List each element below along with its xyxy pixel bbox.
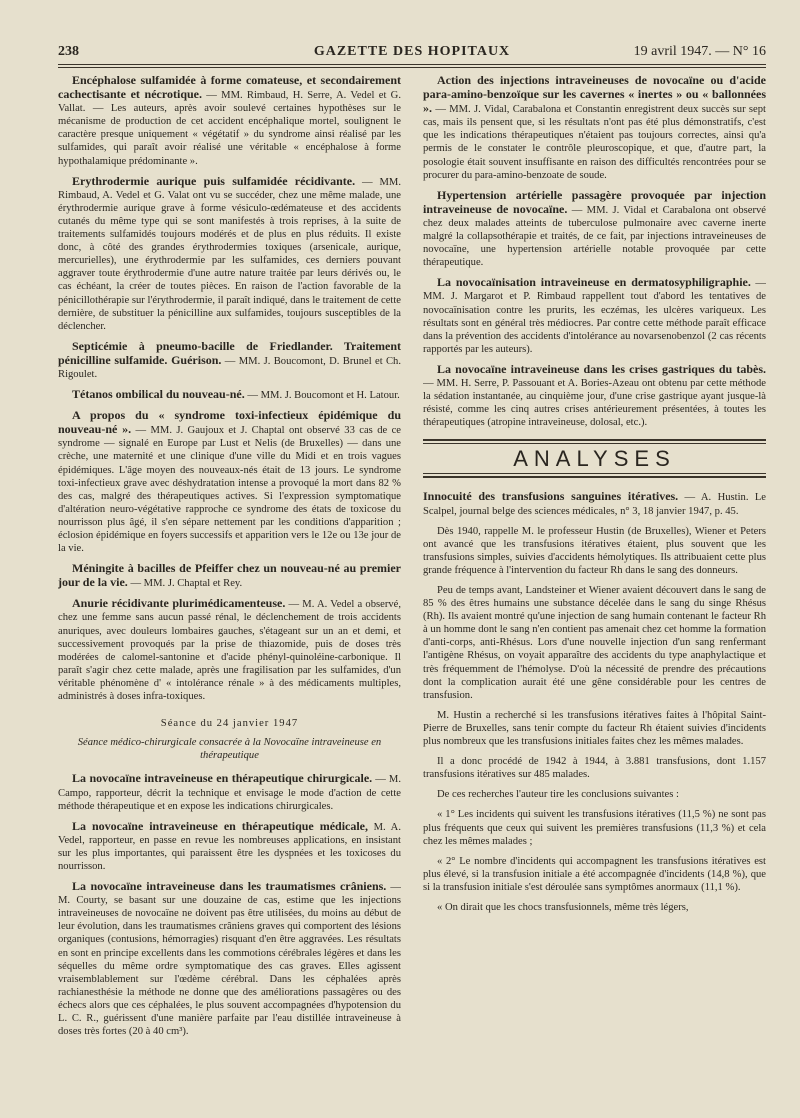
- article-text: — MM. J. Margarot et P. Rimbaud rappellent tout d'abord les tentatives de novocaïnisation contre les prurits, les eczémas, les ulcères variqueux. Les résultats sont en général très médiocres. Par contre cette méthode paraît efficace dans la prévention des accidents d'intolérance au novarsenobenzol (2 cas récents rapportés par les auteurs).: [423, 278, 766, 355]
- article-entry: [58, 175, 401, 333]
- article-title: Anurie récidivante plurimédicamenteuse.: [72, 596, 286, 611]
- analysis-paragraph: De ces recherches l'auteur tire les conclusions suivantes :: [437, 789, 679, 801]
- article-entry: [423, 276, 766, 356]
- article-entry: [58, 880, 401, 1038]
- analysis-paragraph: « 1° Les incidents qui suivent les transfusions itératives (11,5 %) ne sont pas plus fréquents que ceux qui suivent les premières transfusions (11,3 %) et cela chez les mêmes malades ;: [423, 809, 766, 847]
- article-entry: [58, 340, 401, 381]
- article-text: — MM. Rimbaud, H. Serre, A. Vedel et G. Vallat. — Les auteurs, après avoir soulevé certaines hypothèses sur le mécanisme de production de cet accident encéphalique mortel, soulignent le caractère presque uniquement « végétatif » du syndrome ainsi réalisé par les sulfamides, qui paraît avoir réalisé une véritable « encéphalose à forme hypothalamique prédominante ».: [58, 90, 401, 167]
- seance-subtitle: Séance médico-chirurgicale consacrée à la Novocaïne intraveineuse en thérapeutique: [77, 737, 382, 762]
- article-text: — MM. J. Vidal, Carabalona et Constantin enregistrent deux succès sur sept cas, mais ils pensent que, si les résultats n'ont pas été plus démonstratifs, c'est que les indications thérapeutiques n'étaient pas toujours correctes, ainsi qu'a permis de le constater le contrôle pleuroscopique, et que, d'autre part, la posologie était souvent insuffisante en raison des difficultés rencontrées pour se procurer du para-amino-benzoate de soude.: [423, 104, 766, 181]
- article-title: Action des injections intraveineuses de novocaïne ou d'acide para-amino-benzoïque sur les cavernes « inertes » ou « ballonnées ».: [423, 74, 766, 116]
- article-title: La novocaïne intraveineuse en thérapeutique chirurgicale.: [72, 771, 373, 786]
- article-title: La novocaïnisation intraveineuse en dermatosyphiligraphie.: [437, 275, 751, 290]
- article-title: Méningite à bacilles de Pfeiffer chez un nouveau-né au premier jour de la vie.: [58, 561, 401, 590]
- analysis-paragraph: Il a donc procédé de 1942 à 1944, à 3.881 transfusions, dont 1.157 transfusions itératives sur 485 malades.: [423, 756, 766, 781]
- running-header: [58, 44, 766, 64]
- analysis-paragraph: « On dirait que les chocs transfusionnels, même très légers,: [437, 901, 689, 913]
- article-text: — MM. J. Gaujoux et J. Chaptal ont observé 33 cas de ce syndrome — signalé en Europe par Lust et Nelis (de Bruxelles) — dans une crèche, une maternité et une clinique d'une ville du Midi et en trois vagues épidémiques. L'âge moyen des nouveaux-nés était de 13 jours. Le syndrome toxi-infectieux grave avec déshydratation intense a provoqué la mort dans 82 % des cas, malgré des thérapeutiques actives. Si l'expression symptomatique d'altération neuro-végétative rapproche ce syndrome des états de toxicose du nourrisson plus âgé, il s'en sépare nettement par les conditions d'apparition ; éclosion épidémique en foyers successifs et apparition vers le 12e ou 13e jour de la vie.: [58, 425, 401, 555]
- analysis-entry: [423, 490, 766, 517]
- journal-title: GAZETTE DES HOPITAUX: [313, 44, 511, 59]
- page-number: 238: [58, 44, 79, 59]
- analysis-paragraph: Peu de temps avant, Landsteiner et Wiener avaient découvert dans le sang de 85 % des êtres humains une substance décelée dans le sang du singe Rhésus (Rh). Ils avaient montré qu'une injection de sang humain contenant le facteur Rh à un homme dont le sang n'en contient pas amenait chez cet homme la formation d'anti-corps, anti-Rhésus. Lors d'une nouvelle injection d'un sang renfermant l'antigène Rhésus, on voyait apparaître des accidents du type anaphylactique et très fréquemment de l'hémolyse. D'où la nécessité de prendre des précautions dont la complication aurait été une gêne considérable pour les centres de transfusion.: [423, 585, 766, 701]
- article-entry: [58, 772, 401, 812]
- header-rule: [58, 64, 766, 65]
- article-text: — MM. H. Serre, P. Passouant et A. Bories-Azeau ont obtenu par cette méthode la sédation instantanée, au cinquième jour, d'une crise gastrique ayant jusque-là résisté, comme les cinq autres crises antérieurement présentées, à toutes les thérapeutiques (atropine intraveineuse, dolosal, etc.).: [423, 377, 766, 429]
- article-text: — MM. J. Boucomont, D. Brunel et Ch. Rigoulet.: [58, 355, 401, 380]
- article-entry: [423, 74, 766, 182]
- article-entry: [58, 820, 401, 873]
- article-text: — M. Campo, rapporteur, décrit la technique et envisage le mode d'action de cette méthode thérapeutique et en expose les indications chirurgicales.: [58, 774, 401, 812]
- header-rule-2: [58, 67, 766, 68]
- article-title: Erythrodermie aurique puis sulfamidée récidivante.: [72, 173, 356, 188]
- article-entry: [58, 409, 401, 555]
- article-title: Septicémie à pneumo-bacille de Friedlander. Traitement pénicilline sulfamide. Guérison.: [58, 338, 401, 367]
- article-text: — MM. J. Vidal et Carabalona ont observé chez deux malades atteints de tuberculose pulmonaire avec caverne inerte malgré la collapsothérapie et traités, de ce fait, par injections intraveineuses de novocaïne, une hypertension artérielle notable provoquée par cette thérapeutique.: [423, 204, 766, 269]
- article-entry: [58, 597, 401, 703]
- article-text: — M. Courty, se basant sur une douzaine de cas, estime que les injections intraveineuses de novocaïne ne doivent pas être utilisées, du moins au début de leur évolution, dans les traumatismes crâniens graves qui comportent des lésions organiques (contusions, hémorragies) risquant d'en être aggravées. Les résultats en sont en principe excellents dans les commotions cérébrales légères et dans les séquelles du même ordre symptomatique des cas graves. Elles agissent vraisemblablement sur l'œdème cérébral. Dans les céphalées après rachianesthésie la méthode ne donne que des améliorations passagères ou des échecs alors que ces céphalées, le plus souvent accompagnées d'hypotension du L. C. R., guérissent d'une manière parfaite par l'eau distillée intraveineuse à doses très fortes (20 à 40 cm³).: [58, 882, 401, 1038]
- analysis-paragraph: M. Hustin a recherché si les transfusions itératives faites à l'hôpital Saint-Pierre de Bruxelles, sans tenir compte du facteur Rh étaient suivies d'incidents plus nombreux que les transfusions initiales faites chez les mêmes malades.: [423, 709, 766, 748]
- issue-date: 19 avril 1947. — N° 16: [633, 44, 766, 59]
- article-title: A propos du « syndrome toxi-infectieux épidémique du nouveau-né ».: [58, 408, 401, 437]
- article-entry: [58, 388, 401, 402]
- article-text: — MM. J. Boucomont et H. Latour.: [247, 390, 400, 402]
- analysis-reference: — A. Hustin. Le Scalpel, journal belge des sciences médicales, n° 3, 18 janvier 1947, p. 45.: [423, 492, 766, 517]
- article-text: — M. A. Vedel a observé, chez une femme sans aucun passé rénal, le déclenchement de trois accidents anuriques, avec douleurs lombaires gauches, s'étageant sur un an et demi, et successivement provoqués par la prise de thiazomide, puis de doses très modérées de calomel-santonine et d'acide phényl-quinoléine-carbonique. Il paraît s'agir chez cette malade, après une fragilisation par les sulfamides, d'un véritable phénomène d' « intolérance rénale » à des médicaments multiples, administrés à doses infra-toxiques.: [58, 599, 401, 703]
- article-title: La novocaïne intraveineuse en thérapeutique médicale,: [72, 818, 369, 833]
- article-text: — MM. Rimbaud, A. Vedel et G. Valat ont vu se succéder, chez une même malade, une érythrodermie aurique grave à forme vésiculo-œdémateuse et des accidents cutanés du même type qui se sont manifestés à trois reprises, à la suite de traitements sulfamidés toujours modérés et de plus en plus réduits. Il existe donc, à côté des grandes érythrodermies toxiques (arsenicale, aurique, mercurielles), une érythrodermie par les sulfamides, ces derniers pouvant aggraver toute érythrodermie d'une autre nature traitée par leurs dérivés ou, le cas échéant, la créer de toutes pièces. En raison de l'action favorable de la pénicillothérapie sur l'érythrodermie, il paraît indiqué, dans le traitement de cette dernière, de substituer la pénicilline aux sulfamides, toujours susceptibles de la déclencher.: [58, 176, 401, 332]
- article-title: Encéphalose sulfamidée à forme comateuse, et secondairement cachectisante et nécrotique.: [58, 74, 401, 102]
- analysis-paragraph: « 2° Le nombre d'incidents qui accompagnent les transfusions itératives est plus élevé, si la transfusion initiale a été accompagnée d'incidents (14,8 %), que si la transfusion initiale s'est déroulée sans symptômes anormaux (11,1 %).: [423, 855, 766, 893]
- left-column: [58, 74, 401, 1114]
- article-entry: [423, 363, 766, 429]
- analysis-title: Innocuité des transfusions sanguines itératives.: [423, 489, 679, 504]
- article-text: — MM. J. Chaptal et Rey.: [130, 578, 243, 590]
- article-entry: [58, 74, 401, 168]
- article-title: Hypertension artérielle passagère provoquée par injection intraveineuse de novocaïne.: [423, 187, 766, 216]
- analysis-paragraph: Dès 1940, rappelle M. le professeur Hustin (de Bruxelles), Wiener et Peters ont avancé que les transfusions itératives étaient, plus souvent que les transfusions simples, suivies d'accidents hémolytiques. Ils attribuaient cette plus grande fréquence à l'intervention du facteur Rh dans le sang des donneurs.: [423, 525, 766, 576]
- article-text: M. A. Vedel, rapporteur, en passe en revue les nombreuses applications, en insistant sur les plus importantes, qui paraissent être les dyspnées et les toxicoses du nourrisson.: [58, 821, 401, 872]
- seance-title: Séance du 24 janvier 1947: [160, 718, 299, 730]
- article-title: Tétanos ombilical du nouveau-né.: [72, 387, 245, 402]
- right-column: [423, 74, 766, 1114]
- article-entry: [423, 189, 766, 270]
- analyses-section: [423, 439, 766, 478]
- article-entry: [58, 562, 401, 590]
- analyses-heading: ANALYSES: [513, 446, 676, 472]
- article-title: La novocaïne intraveineuse dans les traumatismes crâniens.: [72, 879, 387, 894]
- article-title: La novocaïne intraveineuse dans les crises gastriques du tabès.: [437, 361, 766, 376]
